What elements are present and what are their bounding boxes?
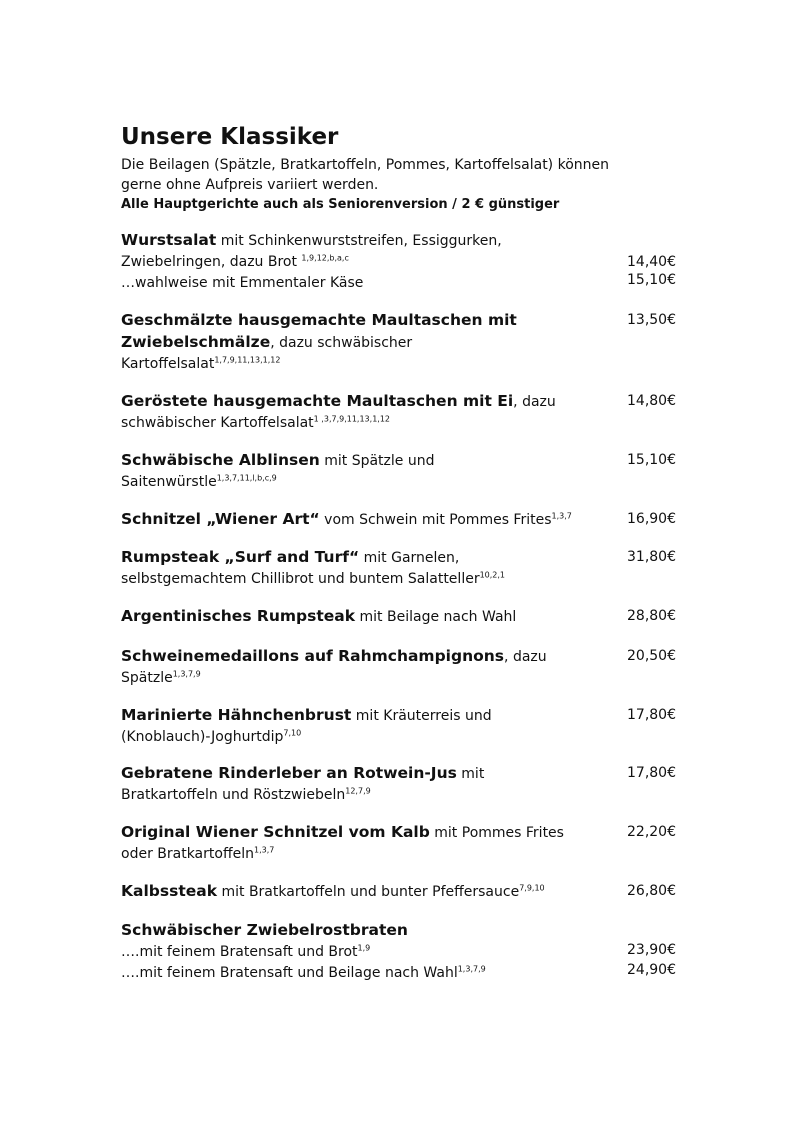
allergen-codes: 12,7,9	[345, 786, 371, 796]
allergen-codes: 1,7,9,11,13,1,12	[214, 355, 281, 365]
menu-item-geroestete-maultaschen	[121, 391, 611, 434]
dish-name: Gebratene Rinderleber an Rotwein-Jus	[121, 764, 457, 782]
dish-name: Original Wiener Schnitzel vom Kalb	[121, 823, 430, 841]
menu-item-schnitzel-wiener-art	[121, 509, 611, 531]
dish-description: Kartoffelsalat	[121, 356, 215, 372]
dish-price: 23,90€	[627, 942, 676, 958]
dish-description: selbstgemachtem Chillibrot und buntem Salatteller	[121, 571, 480, 587]
allergen-codes: 1,3,7,11,l,b,c,9	[216, 473, 277, 483]
dish-price: 15,10€	[627, 452, 676, 468]
intro-line-2: gerne ohne Aufpreis variiert werden.	[121, 177, 379, 193]
dish-description: , dazu	[504, 649, 547, 665]
menu-item-surf-and-turf	[121, 547, 611, 590]
dish-name: Wurstsalat	[121, 231, 217, 249]
allergen-codes: 1,3,7,9	[172, 669, 201, 679]
dish-description: Bratkartoffeln und Röstzwiebeln	[121, 787, 346, 803]
dish-description: mit	[456, 766, 485, 782]
dish-variant: ….mit feinem Bratensaft und Beilage nach Wahl	[121, 965, 458, 981]
dish-name: Schweinemedaillons auf Rahmchampignons	[121, 647, 505, 665]
allergen-codes: 1,9,12,b,a,c	[301, 253, 349, 263]
allergen-codes: 1,3,7	[551, 511, 572, 521]
menu-item-rinderleber	[121, 763, 611, 806]
allergen-codes: 7,10	[283, 728, 302, 738]
allergen-codes: 1,3,7	[253, 845, 275, 855]
dish-description: (Knoblauch)-Joghurtdip	[121, 729, 284, 745]
dish-name: Rumpsteak „Surf and Turf“	[121, 548, 360, 566]
allergen-codes: 10,2,1	[479, 570, 506, 580]
dish-description: , dazu	[513, 394, 556, 410]
menu-item-haehnchenbrust	[121, 705, 611, 748]
allergen-codes: 7,9,10	[519, 883, 545, 893]
dish-description: vom Schwein mit Pommes Frites	[319, 512, 552, 528]
allergen-codes: 1,9	[357, 943, 371, 953]
dish-price-variant: 15,10€	[627, 272, 676, 288]
dish-name: Geschmälzte hausgemachte Maultaschen mit	[121, 311, 517, 329]
dish-price: 22,20€	[627, 824, 676, 840]
dish-price: 14,80€	[627, 393, 676, 409]
dish-price: 31,80€	[627, 549, 676, 565]
intro-text	[121, 155, 609, 215]
dish-description: mit Bratkartoffeln und bunter Pfeffersauce	[217, 884, 520, 900]
dish-name: Schnitzel „Wiener Art“	[121, 510, 320, 528]
menu-item-geschmaelzte-maultaschen	[121, 310, 611, 375]
dish-price: 20,50€	[627, 648, 676, 664]
dish-description: mit Spätzle und	[319, 453, 435, 469]
dish-description: Spätzle	[121, 670, 173, 686]
dish-price: 14,40€	[627, 254, 676, 270]
dish-price-variant: 24,90€	[627, 962, 676, 978]
dish-price: 13,50€	[627, 312, 676, 328]
allergen-codes: 1,3,7,9	[457, 964, 486, 974]
page-title: Unsere Klassiker	[121, 124, 339, 150]
dish-price: 28,80€	[627, 608, 676, 624]
menu-item-wurstsalat	[121, 230, 611, 294]
menu-item-kalbssteak	[121, 881, 611, 903]
allergen-codes: 1 ,3,7,9,11,13,1,12	[313, 414, 391, 424]
intro-line-1: Die Beilagen (Spätzle, Bratkartoffeln, Pommes, Kartoffelsalat) können	[121, 157, 610, 173]
dish-name: Argentinisches Rumpsteak	[121, 607, 356, 625]
dish-price: 17,80€	[627, 765, 676, 781]
dish-description: Saitenwürstle	[121, 474, 217, 490]
intro-senior-note: Alle Hauptgerichte auch als Seniorenversion / 2 € günstiger	[121, 197, 560, 212]
menu-item-schweinemedaillons	[121, 646, 611, 689]
menu-item-alblinsen	[121, 450, 611, 493]
dish-description: , dazu schwäbischer	[270, 335, 413, 351]
dish-description: mit Garnelen,	[359, 550, 460, 566]
dish-price: 26,80€	[627, 883, 676, 899]
dish-name-continued: Zwiebelschmälze	[121, 333, 271, 351]
dish-price: 16,90€	[627, 511, 676, 527]
dish-description: mit Beilage nach Wahl	[355, 609, 517, 625]
dish-name: Kalbssteak	[121, 882, 218, 900]
dish-description: schwäbischer Kartoffelsalat	[121, 415, 314, 431]
dish-description: oder Bratkartoffeln	[121, 846, 254, 862]
menu-item-argentinisches-rumpsteak	[121, 606, 611, 628]
dish-name: Schwäbischer Zwiebelrostbraten	[121, 921, 408, 939]
dish-description: Zwiebelringen, dazu Brot	[121, 254, 302, 270]
dish-name: Marinierte Hähnchenbrust	[121, 706, 352, 724]
dish-description: mit Pommes Frites	[429, 825, 564, 841]
dish-description: mit Kräuterreis und	[351, 708, 492, 724]
dish-name: Geröstete hausgemachte Maultaschen mit Ei	[121, 392, 514, 410]
dish-variant: …wahlweise mit Emmentaler Käse	[121, 275, 364, 291]
menu-item-zwiebelrostbraten	[121, 920, 611, 984]
dish-name: Schwäbische Alblinsen	[121, 451, 320, 469]
dish-description: mit Schinkenwurststreifen, Essiggurken,	[216, 233, 502, 249]
dish-variant: ….mit feinem Bratensaft und Brot	[121, 944, 358, 960]
menu-item-wiener-schnitzel-kalb	[121, 822, 611, 865]
dish-price: 17,80€	[627, 707, 676, 723]
